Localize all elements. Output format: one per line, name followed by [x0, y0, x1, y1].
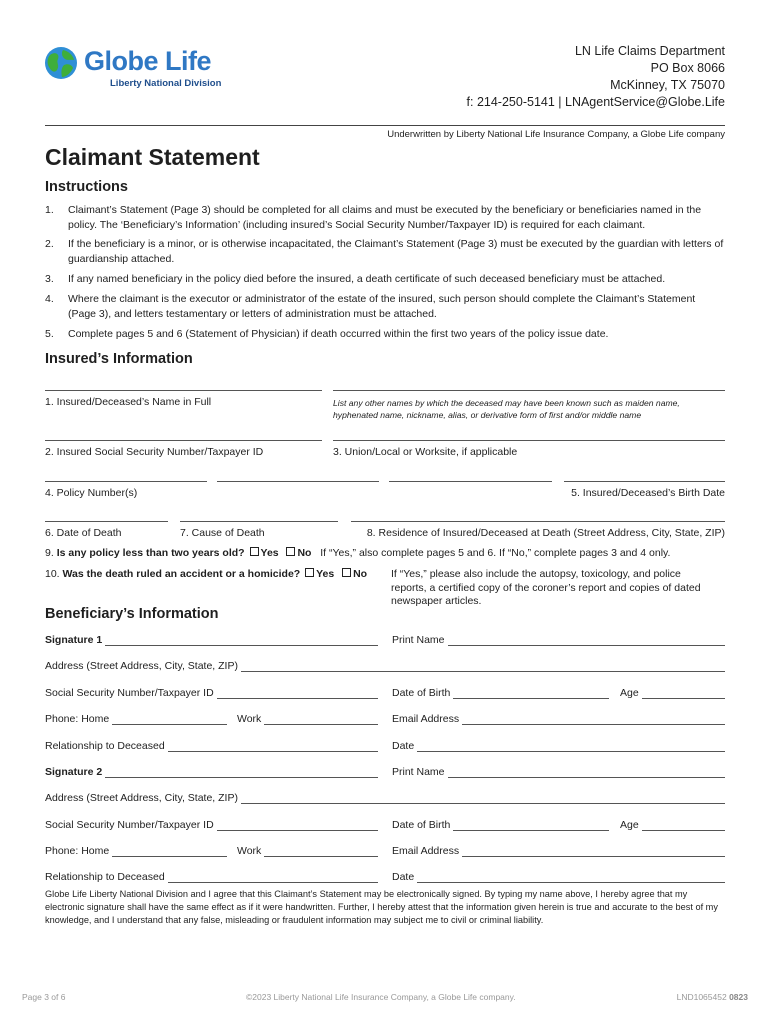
instruction-number: 3.: [45, 273, 54, 285]
instruction-text: Complete pages 5 and 6 (Statement of Physician) if death occurred within the first two years of the policy issue date.: [68, 328, 609, 340]
copyright: ©2023 Liberty National Life Insurance Company, a Globe Life company.: [246, 992, 516, 1002]
address-1-field[interactable]: [45, 660, 725, 672]
signature-2-label: Signature 2: [45, 766, 103, 778]
birth-date-label: 5. Insured/Deceased’s Birth Date: [571, 487, 725, 499]
residence-field[interactable]: [351, 521, 725, 522]
form-code-date: 0823: [729, 992, 748, 1002]
union-worksite-label: 3. Union/Local or Worksite, if applicable: [333, 446, 518, 458]
instruction-number: 1.: [45, 204, 54, 216]
date-2-field[interactable]: [392, 871, 725, 883]
phone-home-1-label: Phone: Home: [45, 713, 110, 725]
age-1-field[interactable]: [620, 687, 725, 699]
work-1-label: Work: [237, 713, 262, 725]
email-2-field[interactable]: [392, 845, 725, 857]
address-line-1: LN Life Claims Department: [574, 44, 725, 58]
address-line-3: McKinney, TX 75070: [610, 78, 725, 92]
residence-label: 8. Residence of Insured/Deceased at Death (Street Address, City, State, ZIP): [366, 527, 725, 539]
work-2-label: Work: [237, 845, 262, 857]
date-of-death-label: 6. Date of Death: [45, 527, 122, 539]
email-1-label: Email Address: [392, 713, 460, 725]
phone-home-2-field[interactable]: [45, 845, 227, 857]
ssn-2-field[interactable]: [45, 819, 378, 831]
other-names-label: List any other names by which the deceased may have been known such as maiden name, hyphenated name, nickname, alias, or derivative form of first and/or middle name: [333, 398, 680, 420]
q10-question: Was the death ruled an accident or a homicide?: [62, 568, 301, 580]
print-name-2-field[interactable]: [392, 766, 725, 778]
globe-logo-icon: [44, 46, 78, 80]
instruction-item: [45, 237, 725, 266]
cause-of-death-field[interactable]: [180, 521, 338, 522]
q9-number: 9.: [45, 547, 54, 559]
policy-number-label: 4. Policy Number(s): [45, 487, 138, 499]
age-2-label: Age: [620, 819, 639, 831]
instruction-text: If the beneficiary is a minor, or is otherwise incapacitated, the Claimant’s Statement (Page 3) must be executed by the guardian with letters of guardianship attached.: [68, 238, 724, 265]
page-number: Page 3 of 6: [22, 992, 66, 1002]
underwritten-note: Underwritten by Liberty National Life Insurance Company, a Globe Life company: [387, 129, 725, 140]
q9-note: If “Yes,” also complete pages 5 and 6. If “No,” complete pages 3 and 4 only.: [320, 547, 671, 559]
policy-number-field-1[interactable]: [45, 481, 207, 482]
phone-home-2-label: Phone: Home: [45, 845, 110, 857]
union-worksite-field[interactable]: [333, 440, 725, 441]
q9-no-label: No: [297, 547, 312, 559]
instruction-item: [45, 203, 725, 232]
insured-name-label: 1. Insured/Deceased’s Name in Full: [45, 396, 212, 408]
address-1-label: Address (Street Address, City, State, ZIP): [45, 660, 238, 672]
age-1-label: Age: [620, 687, 639, 699]
form-code: [677, 992, 748, 1002]
brand-division: Liberty National Division: [110, 78, 222, 89]
print-name-1-label: Print Name: [392, 634, 445, 646]
insured-name-field[interactable]: [45, 390, 322, 391]
print-name-2-label: Print Name: [392, 766, 445, 778]
relationship-2-label: Relationship to Deceased: [45, 871, 165, 883]
dob-2-label: Date of Birth: [392, 819, 451, 831]
insured-heading: Insured’s Information: [45, 351, 193, 367]
esign-disclaimer: Globe Life Liberty National Division and I agree that this Claimant’s Statement may be electronically signed. By typing my name above, I hereby agree that my electronic signature shall have the same effect as if it were handwritten. Further, I hereby attest that the information given herein is true and accurate to the best of my knowledge, and I understand that any false, misleading or fraudulent information may subject me to civil or criminal liability.: [45, 889, 718, 925]
q10-yes-checkbox[interactable]: [305, 568, 314, 577]
birth-date-field[interactable]: [564, 481, 725, 482]
relationship-1-label: Relationship to Deceased: [45, 740, 165, 752]
ssn-2-label: Social Security Number/Taxpayer ID: [45, 819, 214, 831]
ssn-1-label: Social Security Number/Taxpayer ID: [45, 687, 214, 699]
email-2-label: Email Address: [392, 845, 460, 857]
insured-ssn-field[interactable]: [45, 440, 322, 441]
beneficiary-heading: Beneficiary’s Information: [45, 606, 219, 622]
instruction-text: Where the claimant is the executor or administrator of the estate of the insured, such person should complete the Claimant’s Statement (Page 3), and letters testamentary or letters of administration must be attached.: [68, 293, 696, 320]
question-10: [45, 568, 367, 580]
header-divider: [45, 125, 725, 126]
date-2-label: Date: [392, 871, 415, 883]
instructions-heading: Instructions: [45, 179, 128, 195]
date-1-label: Date: [392, 740, 415, 752]
form-code-number: LND1065452: [676, 992, 727, 1002]
address-2-field[interactable]: [45, 792, 725, 804]
instruction-item: [45, 327, 725, 342]
page-title: Claimant Statement: [45, 144, 260, 170]
q10-no-checkbox[interactable]: [342, 568, 351, 577]
other-names-field[interactable]: [333, 390, 725, 391]
address-2-label: Address (Street Address, City, State, ZIP): [45, 792, 238, 804]
q9-question: Is any policy less than two years old?: [56, 547, 245, 559]
instruction-item: [45, 272, 725, 287]
date-of-death-field[interactable]: [45, 521, 168, 522]
relationship-2-field[interactable]: [45, 871, 378, 883]
date-1-field[interactable]: [392, 740, 725, 752]
q10-note: If “Yes,” please also include the autopsy, toxicology, and police reports, a certified copy of the coroner’s report and copies of dated newspaper articles.: [391, 568, 701, 607]
q10-no-label: No: [353, 568, 368, 580]
question-9: [45, 547, 670, 559]
print-name-1-field[interactable]: [392, 634, 725, 646]
instruction-text: If any named beneficiary in the policy died before the insured, a death certificate of such deceased beneficiary must be attached.: [68, 273, 666, 285]
policy-number-field-3[interactable]: [389, 481, 552, 482]
signature-1-field[interactable]: [45, 634, 378, 646]
brand-name: Globe Life: [84, 46, 212, 76]
insured-ssn-label: 2. Insured Social Security Number/Taxpayer ID: [45, 446, 264, 458]
instruction-number: 2.: [45, 238, 54, 250]
work-1-field[interactable]: [237, 713, 378, 725]
cause-of-death-label: 7. Cause of Death: [180, 527, 265, 539]
age-2-field[interactable]: [620, 819, 725, 831]
signature-1-label: Signature 1: [45, 634, 103, 646]
q10-number: 10.: [45, 568, 60, 580]
policy-number-field-2[interactable]: [217, 481, 379, 482]
email-1-field[interactable]: [392, 713, 725, 725]
signature-2-field[interactable]: [45, 766, 378, 778]
q9-yes-checkbox[interactable]: [250, 547, 259, 556]
instruction-number: 4.: [45, 293, 54, 305]
dob-2-field[interactable]: [392, 819, 609, 831]
work-2-field[interactable]: [237, 845, 378, 857]
instruction-text: Claimant’s Statement (Page 3) should be completed for all claims and must be executed by the beneficiary or beneficiaries named in the policy. The ‘Beneficiary’s Information’ (including insured’s Social Security Number/Taxpayer ID) is required for each claimant.: [68, 204, 702, 231]
instruction-item: [45, 292, 725, 321]
phone-home-1-field[interactable]: [45, 713, 227, 725]
q10-yes-label: Yes: [316, 568, 335, 580]
address-contact: f: 214-250-5141 | LNAgentService@Globe.Life: [466, 95, 725, 109]
dob-1-label: Date of Birth: [392, 687, 451, 699]
dob-1-field[interactable]: [392, 687, 609, 699]
ssn-1-field[interactable]: [45, 687, 378, 699]
instruction-number: 5.: [45, 328, 54, 340]
q9-no-checkbox[interactable]: [286, 547, 295, 556]
address-line-2: PO Box 8066: [650, 61, 725, 75]
q9-yes-label: Yes: [260, 547, 279, 559]
relationship-1-field[interactable]: [45, 740, 378, 752]
